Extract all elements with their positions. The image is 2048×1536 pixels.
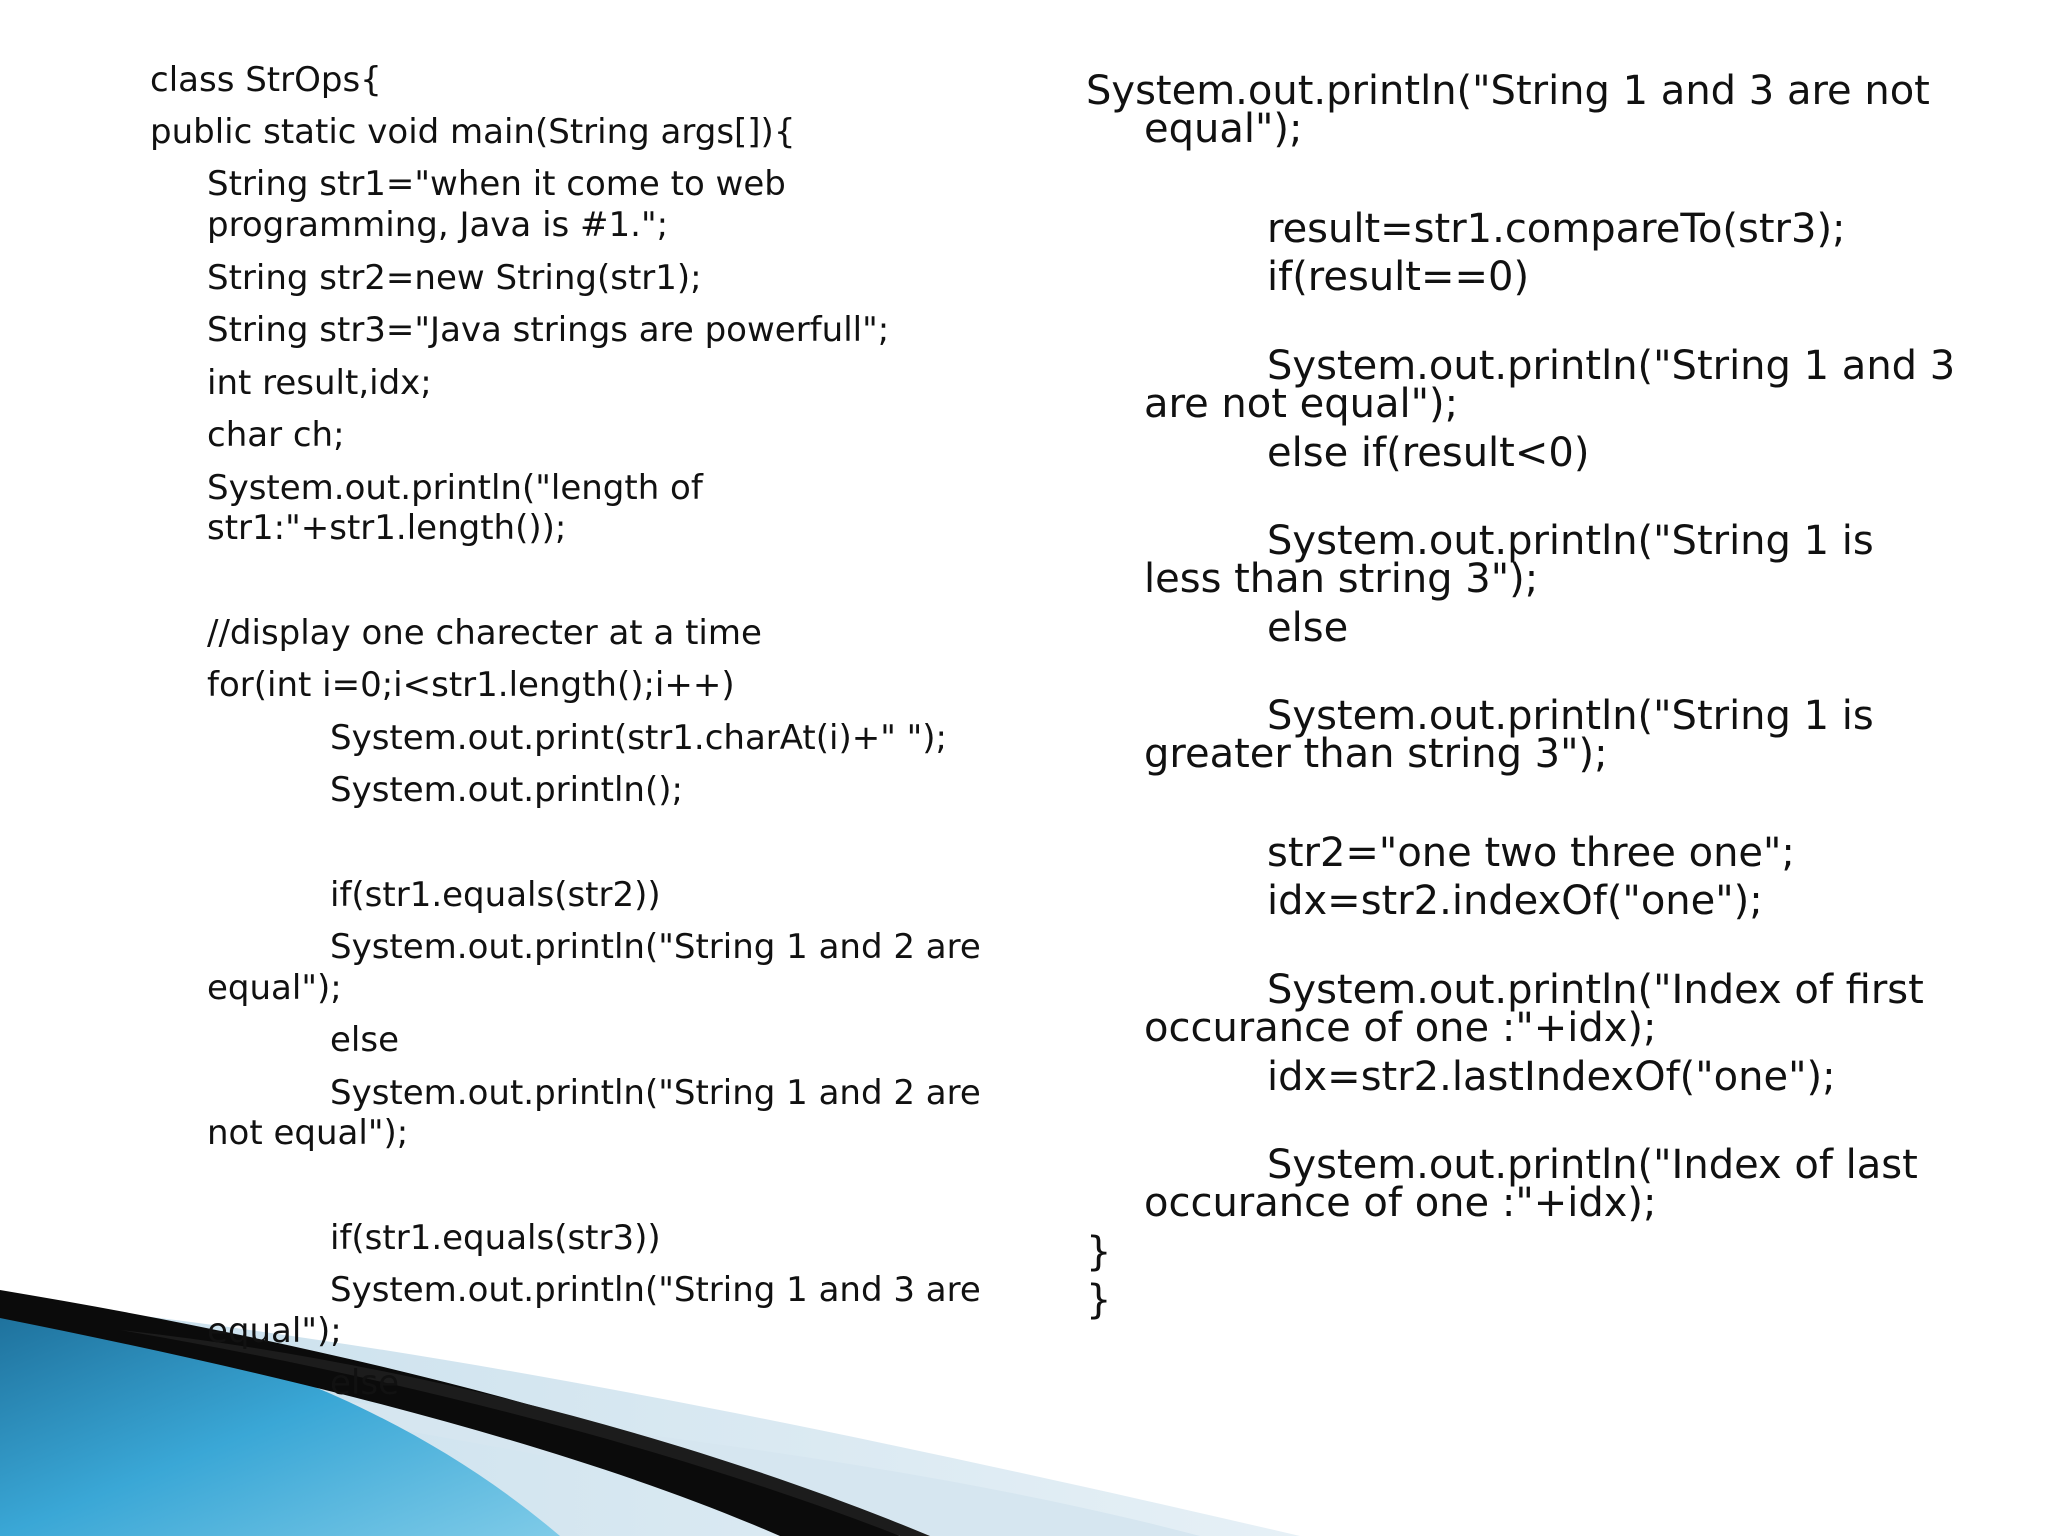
code-line: are not equal"); [1144,381,1459,427]
code-line: String str1="when it come to web [207,164,786,204]
code-line: char ch; [207,415,345,455]
code-line: equal"); [207,968,342,1008]
code-line: occurance of one :"+idx); [1144,1180,1657,1226]
code-line: if(str1.equals(str2)) [330,875,661,915]
code-line: result=str1.compareTo(str3); [1267,206,1846,252]
code-line: System.out.println("String 1 and 2 are [330,927,981,967]
code-line: str2="one two three one"; [1267,830,1795,876]
code-line: System.out.println("String 1 and 3 are [330,1270,981,1310]
code-line: programming, Java is #1."; [207,205,669,245]
code-line: System.out.println("String 1 is [1267,518,1874,564]
code-line: class StrOps{ [150,60,382,100]
code-line: if(result==0) [1267,254,1530,300]
code-line: str1:"+str1.length()); [207,508,567,548]
code-line: less than string 3"); [1144,556,1539,602]
code-line: System.out.println("String 1 and 3 [1267,343,1956,389]
code-comment: //display one charecter at a time [207,613,762,653]
code-line: System.out.println("String 1 and 3 are not [1086,68,1930,114]
code-line: else [330,1020,399,1060]
code-line: System.out.println("String 1 and 2 are [330,1073,981,1113]
code-line: else [1267,605,1349,651]
code-line: System.out.print(str1.charAt(i)+" "); [330,718,948,758]
code-line: System.out.println("Index of last [1267,1142,1918,1188]
code-line: if(str1.equals(str3)) [330,1218,661,1258]
code-line: int result,idx; [207,363,432,403]
code-line: greater than string 3"); [1144,731,1608,777]
closing-brace: } [1086,1229,1112,1275]
code-line: System.out.println(); [330,770,683,810]
code-line: equal"); [1144,106,1303,152]
code-line: String str2=new String(str1); [207,258,702,298]
code-line: occurance of one :"+idx); [1144,1005,1657,1051]
code-line: public static void main(String args[]){ [150,112,796,152]
code-line: String str3="Java strings are powerfull"; [207,310,890,350]
code-line: System.out.println("Index of first [1267,967,1924,1013]
code-line: System.out.println("String 1 is [1267,693,1874,739]
code-line: idx=str2.lastIndexOf("one"); [1267,1054,1836,1100]
code-line: else [330,1363,399,1403]
code-line: equal"); [207,1311,342,1351]
closing-brace: } [1086,1277,1112,1323]
code-line: not equal"); [207,1113,409,1153]
code-line: System.out.println("length of [207,468,703,508]
code-line: for(int i=0;i<str1.length();i++) [207,665,735,705]
code-line: else if(result<0) [1267,430,1590,476]
code-line: idx=str2.indexOf("one"); [1267,878,1763,924]
